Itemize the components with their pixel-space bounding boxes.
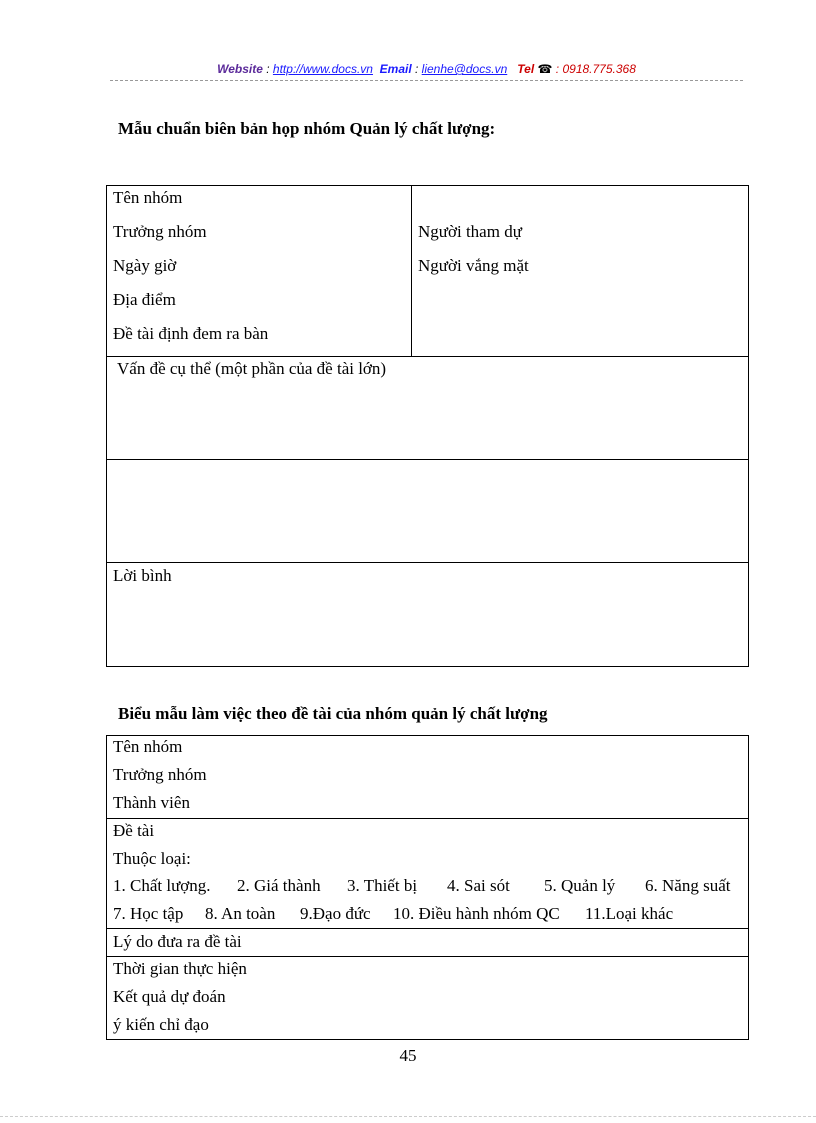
field-group-leader: Trưởng nhóm	[113, 222, 207, 241]
field-group-name: Tên nhóm	[113, 188, 183, 207]
category-item: 1. Chất lượng.	[113, 876, 211, 895]
category-item: 3. Thiết bị	[347, 876, 418, 895]
field-attendees: Người tham dự	[418, 222, 522, 241]
field-topic: Đề tài	[113, 821, 155, 840]
form2-row-divider-1	[106, 818, 749, 819]
field-group-name-2: Tên nhóm	[113, 737, 183, 756]
field-duration: Thời gian thực hiện	[113, 959, 247, 978]
field-members: Thành viên	[113, 793, 190, 812]
field-comment: Lời bình	[113, 566, 172, 585]
category-item: 11.Loại khác	[585, 904, 674, 923]
website-separator: :	[262, 62, 273, 76]
field-expected-result: Kết quả dự đoán	[113, 987, 226, 1006]
telephone-icon: ☎	[537, 62, 553, 76]
category-item: 5. Quản lý	[544, 876, 616, 895]
form1-row-divider-1	[106, 356, 749, 357]
category-item: 6. Năng suất	[645, 876, 731, 895]
category-item: 8. An toàn	[205, 904, 276, 923]
form1-row-divider-2	[106, 459, 749, 460]
form2-row-divider-2	[106, 928, 749, 929]
field-absentees: Người vắng mặt	[418, 256, 529, 275]
email-link[interactable]: lienhe@docs.vn	[421, 62, 508, 76]
category-item: 2. Giá thành	[237, 876, 321, 895]
form2-title: Biểu mẫu làm việc theo đề tài của nhóm quản lý chất lượng	[118, 704, 548, 723]
field-reason: Lý do đưa ra đề tài	[113, 932, 242, 951]
field-location: Địa điểm	[113, 290, 176, 309]
form1-row-divider-3	[106, 562, 749, 563]
website-link[interactable]: http://www.docs.vn	[272, 62, 373, 76]
website-label: Website	[217, 62, 263, 76]
page-header	[110, 60, 743, 81]
field-group-leader-2: Trưởng nhóm	[113, 765, 207, 784]
form2-row-divider-3	[106, 956, 749, 957]
form1-title: Mẫu chuẩn biên bản họp nhóm Quản lý chất lượng:	[118, 119, 496, 138]
category-item: 4. Sai sót	[447, 876, 510, 895]
category-item: 10. Điều hành nhóm QC	[393, 904, 560, 923]
email-label: Email	[379, 62, 412, 76]
footer-divider	[0, 1116, 816, 1117]
field-date-time: Ngày giờ	[113, 256, 177, 275]
field-specific-issue: Vấn đề cụ thể (một phần của đề tài lớn)	[117, 359, 387, 378]
field-direction: ý kiến chỉ đạo	[113, 1015, 209, 1034]
category-item: 9.Đạo đức	[300, 904, 371, 923]
email-separator: :	[411, 62, 422, 76]
tel-value: : 0918.775.368	[552, 62, 636, 76]
form1-column-divider	[411, 185, 412, 357]
field-category: Thuộc loại:	[113, 849, 191, 868]
field-topic-discussion: Đề tài định đem ra bàn	[113, 324, 269, 343]
category-item: 7. Học tập	[113, 904, 184, 923]
page-number: 45	[399, 1046, 417, 1065]
tel-label: Tel	[517, 62, 535, 76]
